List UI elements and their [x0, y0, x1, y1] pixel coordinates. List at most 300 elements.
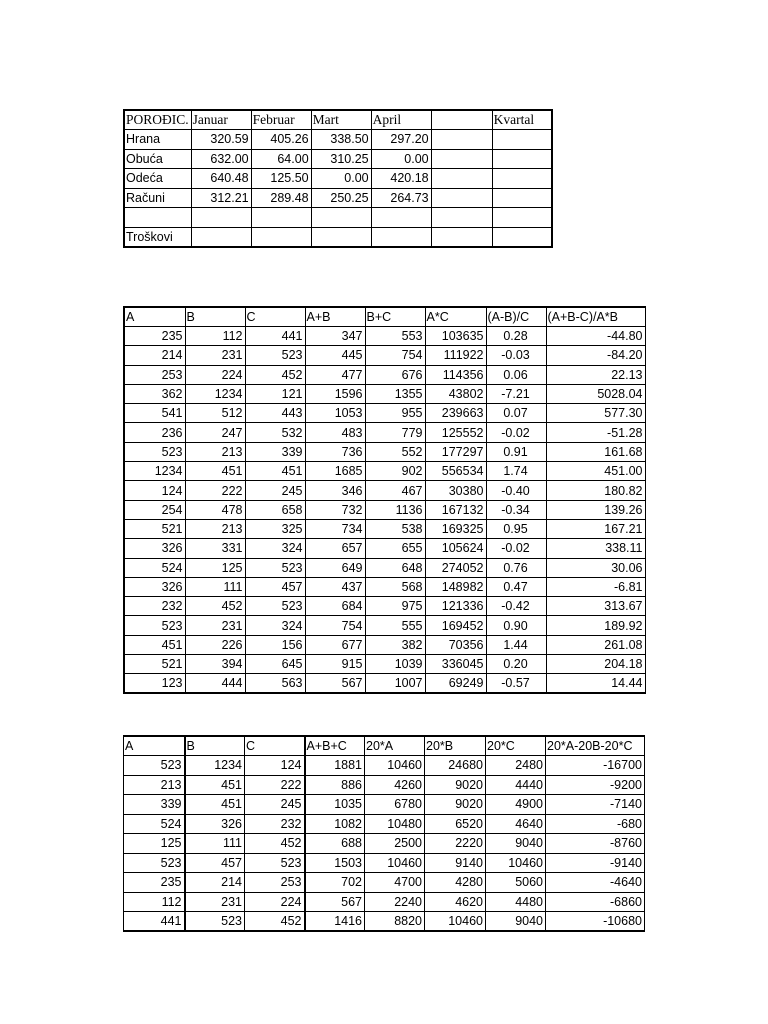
table-row — [124, 346, 645, 365]
table-cell: 677 — [305, 635, 365, 654]
table-cell: 452 — [245, 912, 305, 932]
column-header: Februar — [251, 110, 311, 130]
table-cell: 0.06 — [486, 365, 546, 384]
table-cell: 405.26 — [251, 130, 311, 150]
table-row — [124, 208, 552, 228]
column-header: 20*B — [425, 736, 486, 756]
table-cell: 451 — [185, 462, 245, 481]
table-cell: 320.59 — [191, 130, 251, 150]
table-cell: 124 — [245, 756, 305, 776]
table-row — [124, 775, 645, 795]
table-cell: 736 — [305, 442, 365, 461]
table-cell: 688 — [305, 834, 365, 854]
table-cell: 1881 — [305, 756, 365, 776]
table-cell — [371, 208, 431, 228]
table-row — [124, 384, 645, 403]
column-header — [431, 110, 492, 130]
table-cell: -0.02 — [486, 539, 546, 558]
table-cell: 326 — [124, 577, 185, 596]
table-cell: 4900 — [486, 795, 546, 815]
table-cell: 420.18 — [371, 169, 431, 189]
table-cell: 4260 — [365, 775, 425, 795]
table-cell: 274052 — [425, 558, 486, 577]
table-cell: 658 — [245, 500, 305, 519]
table-cell: 121 — [245, 384, 305, 403]
table-row — [124, 327, 645, 346]
table-row — [124, 834, 645, 854]
table-cell: 139.26 — [546, 500, 645, 519]
table-cell: 1136 — [365, 500, 425, 519]
table-row — [124, 365, 645, 384]
table-cell: 121336 — [425, 597, 486, 616]
table-cell: 1234 — [124, 462, 185, 481]
column-header: Mart — [311, 110, 371, 130]
table-cell — [191, 208, 251, 228]
table-cell: 0.00 — [311, 169, 371, 189]
table-cell: Računi — [124, 188, 191, 208]
table-cell: 180.82 — [546, 481, 645, 500]
table-cell: 955 — [365, 404, 425, 423]
table-cell: 457 — [245, 577, 305, 596]
table-cell: 552 — [365, 442, 425, 461]
table-row — [124, 597, 645, 616]
table-cell: 64.00 — [251, 149, 311, 169]
table-cell: 523 — [245, 558, 305, 577]
table-cell: 2240 — [365, 892, 425, 912]
table-cell: 123 — [124, 674, 185, 694]
table-cell: 1053 — [305, 404, 365, 423]
table-cell: 915 — [305, 655, 365, 674]
table-cell: Hrana — [124, 130, 191, 150]
table-row — [124, 577, 645, 596]
table-row — [124, 462, 645, 481]
table-cell: 167132 — [425, 500, 486, 519]
column-header: A+B+C — [305, 736, 365, 756]
table-cell: 886 — [305, 775, 365, 795]
table-cell — [492, 169, 552, 189]
table-cell: -0.34 — [486, 500, 546, 519]
table-cell: -51.28 — [546, 423, 645, 442]
table-cell: 112 — [124, 892, 185, 912]
table-row — [124, 149, 552, 169]
table-cell: -4640 — [546, 873, 645, 893]
table-cell: 224 — [245, 892, 305, 912]
table-row — [124, 558, 645, 577]
table-row — [124, 519, 645, 538]
table-cell: 156 — [245, 635, 305, 654]
table-cell — [492, 149, 552, 169]
column-header: (A+B-C)/A*B — [546, 307, 645, 327]
table-cell: 9020 — [425, 775, 486, 795]
table-cell: 452 — [245, 834, 305, 854]
table-cell: 30380 — [425, 481, 486, 500]
table-cell: -9200 — [546, 775, 645, 795]
table-cell: 167.21 — [546, 519, 645, 538]
table-cell: 902 — [365, 462, 425, 481]
table-cell: 235 — [124, 327, 185, 346]
table-cell: 5060 — [486, 873, 546, 893]
table-cell: 452 — [185, 597, 245, 616]
table-cell: 648 — [365, 558, 425, 577]
table-cell: 734 — [305, 519, 365, 538]
table-cell: 10460 — [425, 912, 486, 932]
table-cell: 0.28 — [486, 327, 546, 346]
table-cell: 457 — [185, 853, 245, 873]
column-header: A — [124, 307, 185, 327]
table-cell: 324 — [245, 539, 305, 558]
table-row — [124, 500, 645, 519]
table-cell: 289.48 — [251, 188, 311, 208]
column-header: B+C — [365, 307, 425, 327]
table-cell: 214 — [124, 346, 185, 365]
table-cell: 226 — [185, 635, 245, 654]
table-row — [124, 539, 645, 558]
table-cell: 632.00 — [191, 149, 251, 169]
table-cell: 124 — [124, 481, 185, 500]
table-cell: 232 — [124, 597, 185, 616]
table-cell: 754 — [305, 616, 365, 635]
table-cell: 567 — [305, 892, 365, 912]
header-row — [124, 736, 645, 756]
table-cell: 702 — [305, 873, 365, 893]
table-cell: 1503 — [305, 853, 365, 873]
table-cell: 0.90 — [486, 616, 546, 635]
table-cell: -6860 — [546, 892, 645, 912]
table-cell: -680 — [546, 814, 645, 834]
table-cell: 521 — [124, 519, 185, 538]
table-cell: 382 — [365, 635, 425, 654]
table-cell: 4280 — [425, 873, 486, 893]
table-cell: Odeća — [124, 169, 191, 189]
table-row — [124, 853, 645, 873]
table-row — [124, 756, 645, 776]
table-cell: 1.44 — [486, 635, 546, 654]
table-cell — [311, 227, 371, 247]
table-cell: 5028.04 — [546, 384, 645, 403]
table-row — [124, 655, 645, 674]
table-cell: 1007 — [365, 674, 425, 694]
table-cell: 111 — [185, 577, 245, 596]
table-cell: 567 — [305, 674, 365, 694]
table-cell: 523 — [245, 346, 305, 365]
table-cell — [431, 149, 492, 169]
table-cell: 204.18 — [546, 655, 645, 674]
table-cell: 338.11 — [546, 539, 645, 558]
table-cell: 339 — [124, 795, 185, 815]
twenty-multiplier-table — [123, 735, 645, 932]
table-cell — [492, 208, 552, 228]
abc-calculations-table — [123, 306, 646, 694]
table-cell — [311, 208, 371, 228]
table-row — [124, 892, 645, 912]
table-cell: 478 — [185, 500, 245, 519]
column-header: 20*A-20B-20*C — [546, 736, 645, 756]
table-cell: 512 — [185, 404, 245, 423]
table-cell: 253 — [124, 365, 185, 384]
column-header: 20*A — [365, 736, 425, 756]
table-cell: 125 — [185, 558, 245, 577]
table-cell — [431, 188, 492, 208]
column-header: April — [371, 110, 431, 130]
table-cell: 347 — [305, 327, 365, 346]
table-cell: 114356 — [425, 365, 486, 384]
table-cell: 445 — [305, 346, 365, 365]
table-cell — [251, 208, 311, 228]
table-cell: 523 — [185, 912, 245, 932]
table-cell: Troškovi — [124, 227, 191, 247]
table-cell: 649 — [305, 558, 365, 577]
table-cell: -10680 — [546, 912, 645, 932]
table-cell: 297.20 — [371, 130, 431, 150]
table-cell: 555 — [365, 616, 425, 635]
table-cell: 324 — [245, 616, 305, 635]
table-cell: 451 — [185, 775, 245, 795]
table-row — [124, 674, 645, 694]
column-header: B — [185, 736, 245, 756]
table-cell — [431, 208, 492, 228]
table-cell: 1234 — [185, 384, 245, 403]
table-cell: 9040 — [486, 912, 546, 932]
table-cell: 640.48 — [191, 169, 251, 189]
table-row — [124, 481, 645, 500]
table-cell: 14.44 — [546, 674, 645, 694]
column-header: POROĐIC. — [124, 110, 191, 130]
table-cell: 239663 — [425, 404, 486, 423]
table-cell: 556534 — [425, 462, 486, 481]
table-cell: 1.74 — [486, 462, 546, 481]
table-cell: 1596 — [305, 384, 365, 403]
table-cell: 394 — [185, 655, 245, 674]
header-row — [124, 110, 552, 130]
table-row — [124, 227, 552, 247]
table-cell: 523 — [124, 442, 185, 461]
table-cell: 524 — [124, 558, 185, 577]
column-header: A+B — [305, 307, 365, 327]
table-cell: 444 — [185, 674, 245, 694]
table-cell: 645 — [245, 655, 305, 674]
table-cell: -6.81 — [546, 577, 645, 596]
table-cell: 451 — [124, 635, 185, 654]
table-cell: 250.25 — [311, 188, 371, 208]
table-cell: 0.76 — [486, 558, 546, 577]
table-cell: 224 — [185, 365, 245, 384]
table-cell: -44.80 — [546, 327, 645, 346]
table-cell: 523 — [245, 853, 305, 873]
table-cell: 177297 — [425, 442, 486, 461]
table-cell: 70356 — [425, 635, 486, 654]
table-cell: 563 — [245, 674, 305, 694]
table-row — [124, 130, 552, 150]
table-row — [124, 814, 645, 834]
table-cell: 1035 — [305, 795, 365, 815]
table-cell: 312.21 — [191, 188, 251, 208]
table-cell: 326 — [124, 539, 185, 558]
table-cell: 261.08 — [546, 635, 645, 654]
table-cell: 4480 — [486, 892, 546, 912]
table-cell: 732 — [305, 500, 365, 519]
table-cell: 214 — [185, 873, 245, 893]
table-cell: 568 — [365, 577, 425, 596]
table-cell: 310.25 — [311, 149, 371, 169]
table-cell: -8760 — [546, 834, 645, 854]
column-header: C — [245, 736, 305, 756]
table-row — [124, 616, 645, 635]
table-cell: 2220 — [425, 834, 486, 854]
table-cell: 254 — [124, 500, 185, 519]
table-cell: 10460 — [486, 853, 546, 873]
table-cell: 467 — [365, 481, 425, 500]
table-cell: 6780 — [365, 795, 425, 815]
table-row — [124, 442, 645, 461]
table-row — [124, 169, 552, 189]
table-cell: 105624 — [425, 539, 486, 558]
table-cell: -16700 — [546, 756, 645, 776]
table-cell: 2500 — [365, 834, 425, 854]
table-cell: 443 — [245, 404, 305, 423]
table-cell: 213 — [185, 519, 245, 538]
table-cell: 9140 — [425, 853, 486, 873]
table-cell: 231 — [185, 346, 245, 365]
table-cell: 4440 — [486, 775, 546, 795]
table-cell: 69249 — [425, 674, 486, 694]
table-cell: 0.47 — [486, 577, 546, 596]
table-cell: 6520 — [425, 814, 486, 834]
table-cell — [431, 169, 492, 189]
table-row — [124, 404, 645, 423]
table-cell: 231 — [185, 892, 245, 912]
table-cell: 1685 — [305, 462, 365, 481]
table-cell: 754 — [365, 346, 425, 365]
table-cell: -7140 — [546, 795, 645, 815]
household-expenses-table — [123, 109, 553, 248]
table-cell: 43802 — [425, 384, 486, 403]
table-cell: 0.07 — [486, 404, 546, 423]
column-header: B — [185, 307, 245, 327]
column-header: A — [124, 736, 185, 756]
table-cell: 24680 — [425, 756, 486, 776]
table-cell: 346 — [305, 481, 365, 500]
table-cell: 523 — [124, 756, 185, 776]
table-cell: -7.21 — [486, 384, 546, 403]
table-cell: 213 — [124, 775, 185, 795]
table-cell: -0.42 — [486, 597, 546, 616]
table-cell: 541 — [124, 404, 185, 423]
table-cell: 538 — [365, 519, 425, 538]
table-cell: 103635 — [425, 327, 486, 346]
table-cell: 22.13 — [546, 365, 645, 384]
table-cell: 169452 — [425, 616, 486, 635]
table-cell: 451 — [185, 795, 245, 815]
table-cell: 437 — [305, 577, 365, 596]
table-cell: 245 — [245, 481, 305, 500]
column-header: (A-B)/C — [486, 307, 546, 327]
table-cell: 8820 — [365, 912, 425, 932]
table-cell: 189.92 — [546, 616, 645, 635]
table-cell — [431, 227, 492, 247]
table-cell: 325 — [245, 519, 305, 538]
table-cell: 523 — [245, 597, 305, 616]
table-cell: 4640 — [486, 814, 546, 834]
table-cell: 362 — [124, 384, 185, 403]
table-cell: 231 — [185, 616, 245, 635]
table-cell: 451 — [245, 462, 305, 481]
table-cell: 326 — [185, 814, 245, 834]
table-row — [124, 188, 552, 208]
table-cell: -0.40 — [486, 481, 546, 500]
table-cell: 148982 — [425, 577, 486, 596]
table-cell — [371, 227, 431, 247]
table-cell: 4700 — [365, 873, 425, 893]
table-cell: 213 — [185, 442, 245, 461]
table-row — [124, 795, 645, 815]
table-cell: 655 — [365, 539, 425, 558]
table-cell: 10460 — [365, 756, 425, 776]
table-cell: 0.20 — [486, 655, 546, 674]
table-cell: 0.91 — [486, 442, 546, 461]
table-cell: -0.02 — [486, 423, 546, 442]
table-cell: 441 — [124, 912, 185, 932]
table-cell: 4620 — [425, 892, 486, 912]
table-cell: 247 — [185, 423, 245, 442]
table-cell: 245 — [245, 795, 305, 815]
table-cell: 524 — [124, 814, 185, 834]
table-cell: 169325 — [425, 519, 486, 538]
table-cell: 779 — [365, 423, 425, 442]
table-cell: 0.00 — [371, 149, 431, 169]
table-cell: 451.00 — [546, 462, 645, 481]
table-cell: 9020 — [425, 795, 486, 815]
table-cell: 222 — [185, 481, 245, 500]
table-row — [124, 873, 645, 893]
table-cell: 264.73 — [371, 188, 431, 208]
table-row — [124, 423, 645, 442]
table-cell: 336045 — [425, 655, 486, 674]
table-cell — [251, 227, 311, 247]
table-cell: Obuća — [124, 149, 191, 169]
table-cell: 1355 — [365, 384, 425, 403]
column-header: Januar — [191, 110, 251, 130]
table-cell: 1039 — [365, 655, 425, 674]
table-cell: 684 — [305, 597, 365, 616]
table-cell: 523 — [124, 853, 185, 873]
table-cell: 30.06 — [546, 558, 645, 577]
table-cell — [492, 130, 552, 150]
table-cell: 125 — [124, 834, 185, 854]
table-cell: 676 — [365, 365, 425, 384]
table-cell: 253 — [245, 873, 305, 893]
table-cell: 339 — [245, 442, 305, 461]
table-cell: 0.95 — [486, 519, 546, 538]
table-cell: 441 — [245, 327, 305, 346]
table-cell: -0.57 — [486, 674, 546, 694]
column-header: 20*C — [486, 736, 546, 756]
table-cell: 331 — [185, 539, 245, 558]
table-cell: 452 — [245, 365, 305, 384]
table-cell: 313.67 — [546, 597, 645, 616]
table-cell: 9040 — [486, 834, 546, 854]
table-cell: 1082 — [305, 814, 365, 834]
table-cell: 2480 — [486, 756, 546, 776]
table-cell: 112 — [185, 327, 245, 346]
table-cell: 521 — [124, 655, 185, 674]
table-row — [124, 912, 645, 932]
table-cell: 111922 — [425, 346, 486, 365]
table-cell: 161.68 — [546, 442, 645, 461]
column-header: A*C — [425, 307, 486, 327]
table-cell — [492, 188, 552, 208]
table-cell: 222 — [245, 775, 305, 795]
table-row — [124, 635, 645, 654]
